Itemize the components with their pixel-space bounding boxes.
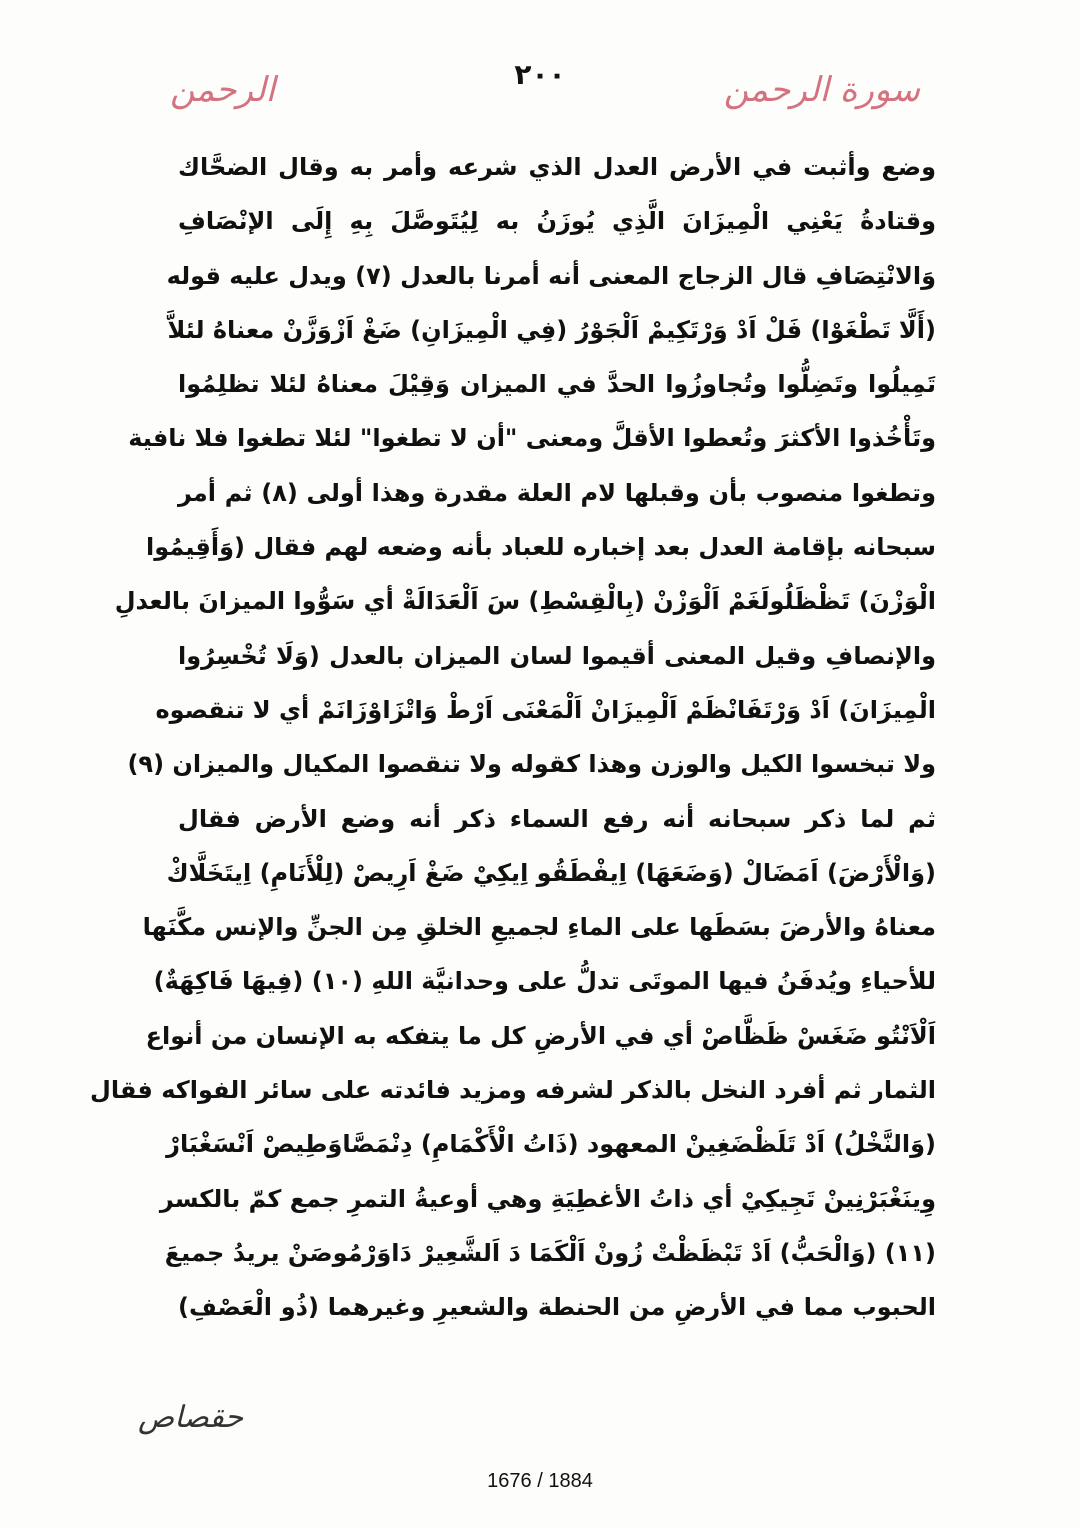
text-line: للأحياءِ ويُدفَنُ فيها الموتَى تدلُّ على وحدانيَّة اللهِ (١٠) (فِيهَا فَاكِهَةٌ) <box>153 967 936 996</box>
text-line: الحبوب مما في الأرضِ من الحنطة والشعيرِ وغيرهما (ذُو الْعَصْفِ) <box>178 1293 936 1322</box>
text-line: وقتادةُ يَعْنِي الْمِيزَانَ الَّذِي يُوزَنُ به لِيُتَوصَّلَ بِهِ إِلَى الإنْصَافِ <box>178 207 936 236</box>
header-margin-note-left: الرحمن <box>170 70 276 110</box>
text-line: وتَأْخُذوا الأكثرَ وتُعطوا الأقلَّ ومعنى "أن لا تطغوا" لئلا تطغوا فلا نافية <box>128 424 936 453</box>
text-line: (أَلَّا تَطْغَوْا) فَلْ اَدْ وَرْتَكِيمْ اَلْجَوْرُ (فِي الْمِيزَانِ) ضَغْ اَزْوَزَّنْ معناهُ لئلاَّ <box>167 315 936 344</box>
page-number: ٢٠٠ <box>514 58 566 91</box>
text-line: الْمِيزَانَ) اَدْ وَرْتَفَانْظَمْ اَلْمِيزَانْ اَلْمَعْنَى اَرْطْ وَاتْزَاوْزَانَمْ أي لا تنقصوه <box>155 695 936 724</box>
text-line: وِينَغْبَرْنِينْ تَجِيكِيْ أي ذاتُ الأغطِيَةِ وهي أوعيةُ التمرِ جمع كمّ بالكسر <box>159 1184 936 1213</box>
text-line: ولا تبخسوا الكيل والوزن وهذا كقوله ولا تنقصوا المكيال والميزان (٩) <box>127 750 936 779</box>
text-line: (وَالنَّخْلُ) اَدْ تَلَظْضَغِينْ المعهود (ذَاتُ الْأَكْمَامِ) دِنْمَصَّاوَطِيصْ اَنْسَغْبَارْ <box>166 1130 936 1159</box>
text-line: وضع وأثبت في الأرض العدل الذي شرعه وأمر به وقال الضحَّاك <box>178 153 936 181</box>
text-line: وتطغوا منصوب بأن وقبلها لام العلة مقدرة وهذا أولى (٨) ثم أمر <box>178 478 936 507</box>
text-line: سبحانه بإقامة العدل بعد إخباره للعباد بأنه وضعه لهم فقال (وَأَقِيمُوا <box>146 533 936 562</box>
text-line: الثمار ثم أفرد النخل بالذكر لشرفه ومزيد فائدته على سائر الفواكه فقال <box>90 1076 936 1105</box>
text-line: معناهُ والأرضَ بسَطَها على الماءِ لجميعِ الخلقِ مِن الجنِّ والإنس مكَّنَها <box>142 913 936 942</box>
text-line: ثم لما ذكر سبحانه أنه رفع السماء ذكر أنه وضع الأرض فقال <box>178 804 936 833</box>
header-margin-note-right: سورة الرحمن <box>723 70 920 110</box>
text-line: (١١) (وَالْحَبُّ) اَدْ تَبْظَظْتْ زُونْ اَلْكَمَا دَ اَلشَّعِيرْ دَاوَرْمُوصَنْ يريدُ جميعَ <box>164 1238 936 1267</box>
text-line: تَمِيلُوا وتَضِلُّوا وتُجاوزُوا الحدَّ في الميزان وَقِيْلَ معناهُ لئلا تظلِمُوا <box>178 370 936 399</box>
text-line: وَالانْتِصَافِ قال الزجاج المعنى أنه أمرنا بالعدل (٧) ويدل عليه قوله <box>166 261 936 290</box>
pagination-indicator: 1676 / 1884 <box>487 1470 593 1492</box>
text-line: (وَالْأَرْضَ) اَمَضَالْ (وَضَعَهَا) اِيفْطَقُو اِيكِيْ ضَغْ اَرِيصْ (لِلْأَنَامِ) اِيتَخَلَّاكْ <box>166 858 936 887</box>
body-text <box>90 140 936 1335</box>
text-line: الْوَزْنَ) تَظْظَلُولَغَمْ اَلْوَزْنْ (بِالْقِسْطِ) سَ اَلْعَدَالَةْ أي سَوُّوا الميزانَ بالعدلِ <box>114 587 936 616</box>
text-line: والإنصافِ وقيل المعنى أقيموا لسان الميزان بالعدل (وَلَا تُخْسِرُوا <box>178 641 936 670</box>
text-line: اَلْاَنْتُو ضَغَسْ ظَظَّاصْ أي في الأرضِ كل ما يتفكه به الإنسان من أنواع <box>145 1021 936 1050</box>
handwritten-signature: حقصاص <box>138 1400 244 1435</box>
